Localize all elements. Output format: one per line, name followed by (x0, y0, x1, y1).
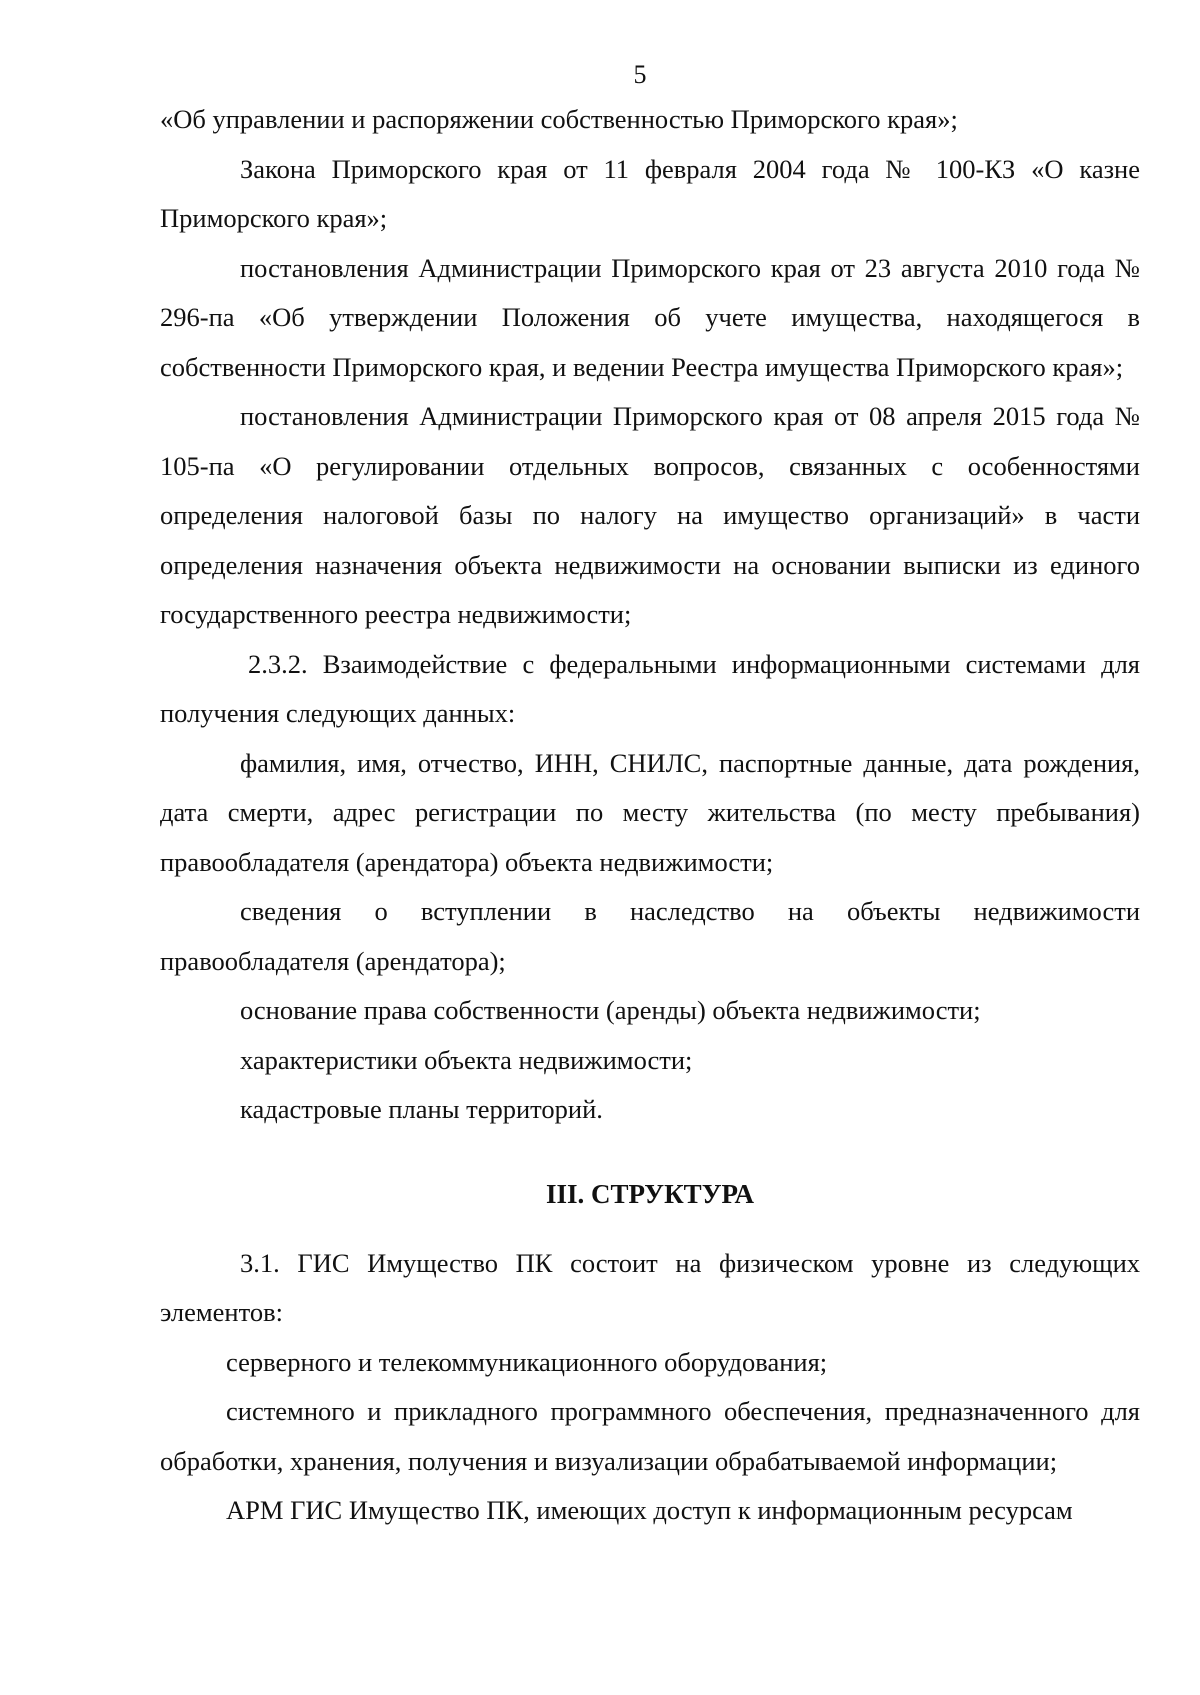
paragraph-kazna-law: Закона Приморского края от 11 февраля 2004 года № 100-КЗ «О казне Приморского края»; (160, 153, 1140, 233)
list-item-personal-data: фамилия, имя, отчество, ИНН, СНИЛС, паспортные данные, дата рождения, дата смерти, адрес регистрации по месту жительства (по месту пребывания) правообладателя (арендатора) объекта недвижимости; (160, 747, 1140, 877)
list-item-characteristics: характеристики объекта недвижимости; (240, 1044, 693, 1075)
list-item-inheritance: сведения о вступлении в наследство на объекты недвижимости правообладателя (арендатора); (160, 896, 1140, 976)
list-item-ownership-basis: основание права собственности (аренды) объекта недвижимости; (240, 995, 981, 1025)
section-heading: III. СТРУКТУРА (545, 1178, 755, 1209)
paragraph-law-reference: «Об управлении и распоряжении собственностью Приморского края»; (160, 104, 958, 134)
page-number: 5 (633, 60, 647, 89)
paragraph-resolution-105: постановления Администрации Приморского края от 08 апреля 2015 года № 105-па «О регулировании отдельных вопросов, связанных с особенностями определения налоговой базы по налогу на имущество организаций» в части определения назначения объекта недвижимости на основании выписки из единого государственного реестра недвижимости; (160, 401, 1140, 629)
paragraph-resolution-296: постановления Администрации Приморского края от 23 августа 2010 года № 296-па «Об утверждении Положения об учете имущества, находящегося в собственности Приморского края, и ведении Реестра имущества Приморского края»; (160, 252, 1140, 382)
paragraph-3-1: 3.1. ГИС Имущество ПК состоит на физическом уровне из следующих элементов: (160, 1247, 1140, 1327)
list-item-cadastral-plans: кадастровые планы территорий. (240, 1094, 603, 1124)
paragraph-2-3-2: 2.3.2. Взаимодействие с федеральными информационными системами для получения следующих данных: (160, 648, 1140, 728)
list-item-server-equipment: серверного и телекоммуникационного оборудования; (226, 1346, 828, 1377)
list-item-software: системного и прикладного программного обеспечения, предназначенного для обработки, хранения, получения и визуализации обрабатываемой информации; (160, 1396, 1140, 1476)
list-item-arm: АРМ ГИС Имущество ПК, имеющих доступ к информационным ресурсам (226, 1495, 1073, 1525)
